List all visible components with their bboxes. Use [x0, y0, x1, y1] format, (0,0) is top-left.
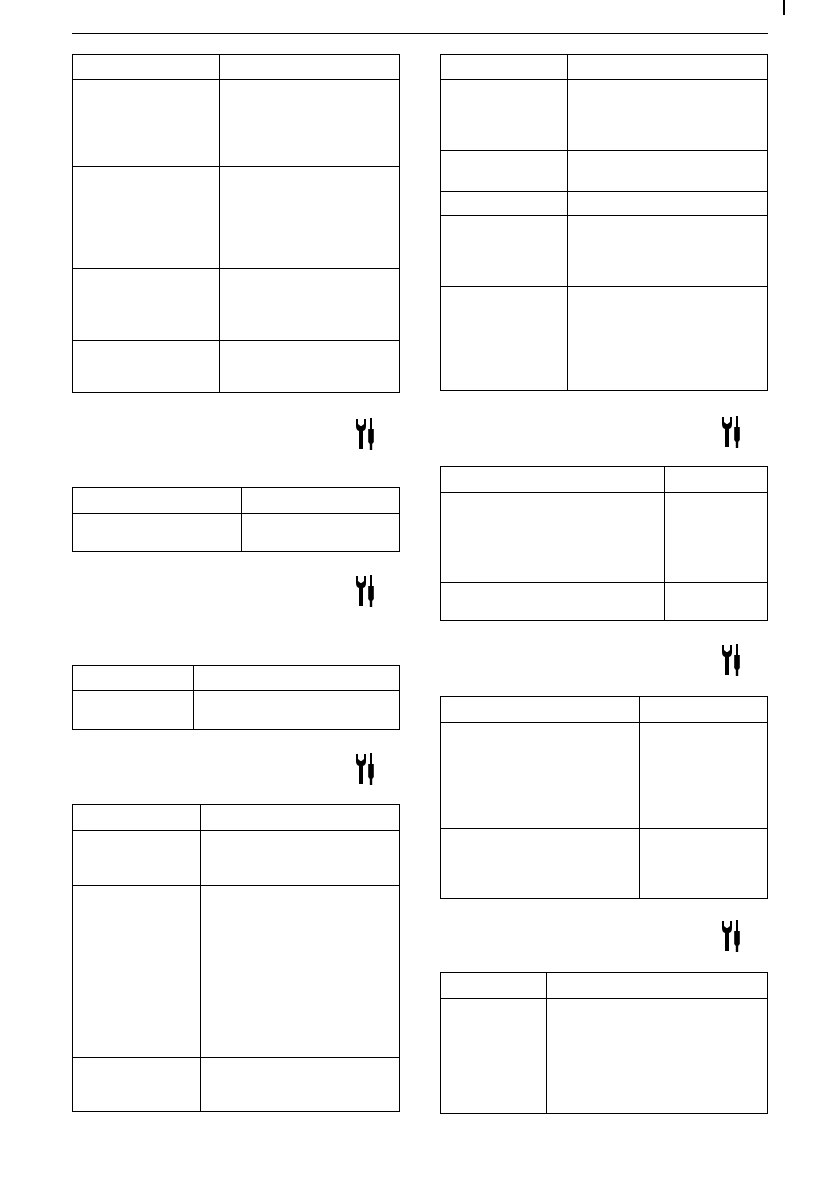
tools-icon — [721, 643, 743, 677]
tools-icon — [355, 574, 377, 608]
table-row-divider — [441, 582, 767, 583]
table-row-divider — [73, 513, 399, 514]
table-column-divider — [219, 55, 220, 392]
table — [440, 466, 768, 621]
table-row-divider — [441, 79, 767, 80]
table-row-divider — [73, 1057, 399, 1058]
table-row-divider — [441, 215, 767, 216]
tools-icon — [355, 417, 377, 451]
table-row-divider — [73, 79, 399, 80]
table-row-divider — [441, 828, 767, 829]
table-column-divider — [664, 467, 665, 620]
table-row-divider — [73, 268, 399, 269]
table-row-divider — [441, 286, 767, 287]
table-row-divider — [73, 830, 399, 831]
table — [72, 487, 400, 552]
tools-icon — [721, 919, 743, 953]
header-rule — [72, 33, 768, 34]
table-row-divider — [441, 998, 767, 999]
crop-mark — [783, 0, 785, 15]
table-row-divider — [441, 191, 767, 192]
table-column-divider — [567, 55, 568, 390]
table-row-divider — [73, 690, 399, 691]
table — [72, 804, 400, 1112]
table — [72, 665, 400, 730]
table — [440, 696, 768, 899]
table-column-divider — [241, 488, 242, 551]
table-column-divider — [200, 805, 201, 1111]
tools-icon — [355, 752, 377, 786]
table — [440, 972, 768, 1114]
table — [72, 54, 400, 393]
table-row-divider — [441, 492, 767, 493]
tools-icon — [721, 415, 743, 449]
table-row-divider — [73, 166, 399, 167]
table-row-divider — [73, 340, 399, 341]
table-column-divider — [639, 697, 640, 898]
table-row-divider — [441, 150, 767, 151]
table-row-divider — [73, 885, 399, 886]
table-row-divider — [441, 722, 767, 723]
table-column-divider — [193, 666, 194, 729]
table-column-divider — [546, 973, 547, 1113]
table — [440, 54, 768, 391]
